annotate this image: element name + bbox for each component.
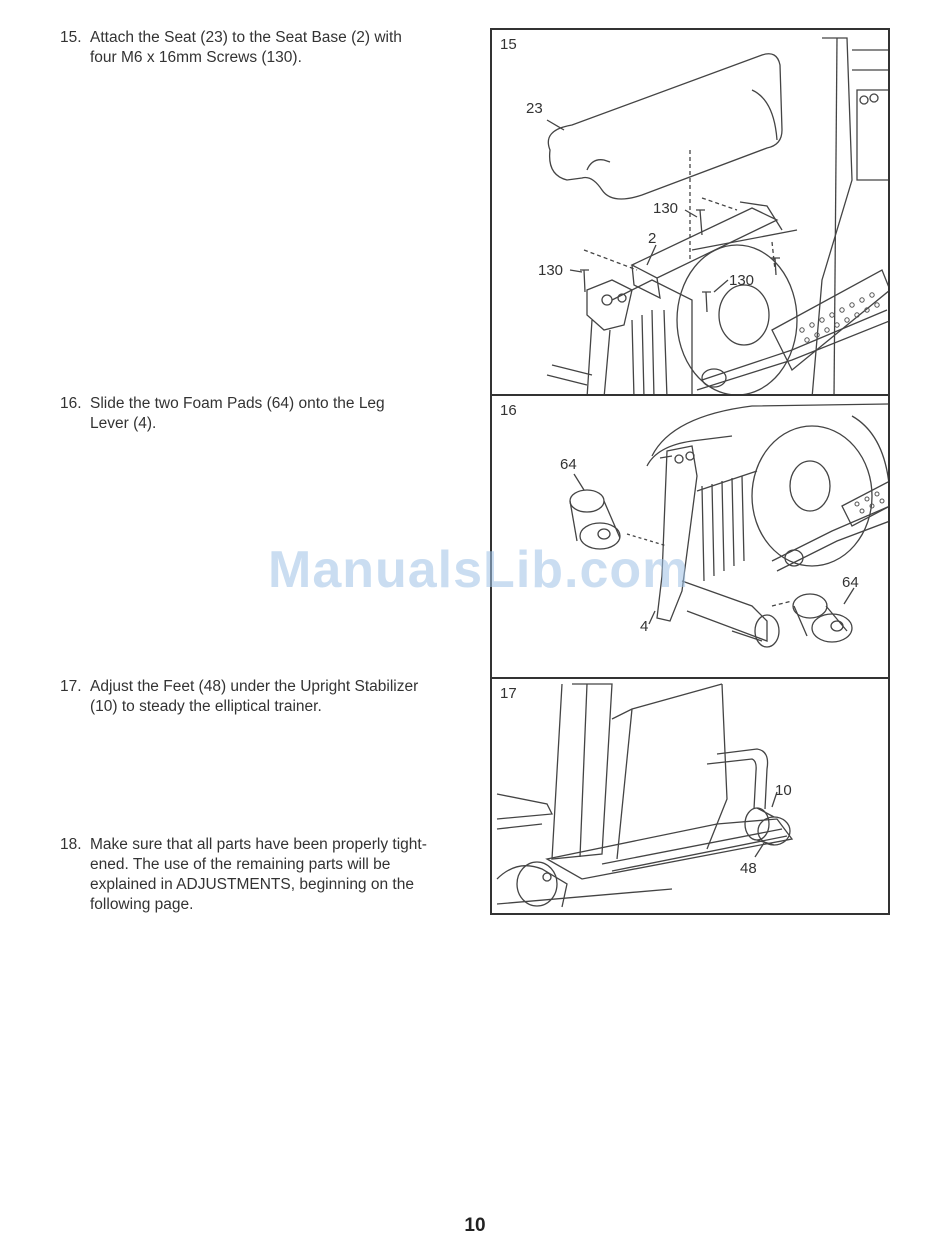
step-number: 18. xyxy=(60,836,82,853)
page-number: 10 xyxy=(464,1215,486,1236)
step-text: Adjust the Feet (48) under the Upright Stabilizer (10) to steady the elliptical trainer. xyxy=(90,678,419,715)
step-16 xyxy=(60,394,460,434)
callout-foam-pad: 64 xyxy=(842,574,859,591)
callout-leg-lever: 4 xyxy=(640,618,649,635)
callout-screw: 130 xyxy=(729,272,755,289)
callout-foam-pad: 64 xyxy=(560,456,577,473)
figure-16 xyxy=(490,394,890,679)
callout-seat: 23 xyxy=(526,100,543,117)
seat-assembly-illustration xyxy=(492,30,890,396)
step-17 xyxy=(60,677,460,717)
callout-screw: 130 xyxy=(538,262,564,279)
figure-17 xyxy=(490,677,890,915)
figure-number: 17 xyxy=(500,685,517,702)
step-number: 16. xyxy=(60,395,82,412)
callout-screw: 130 xyxy=(653,200,679,217)
feet-adjustment-illustration xyxy=(492,679,890,915)
step-text: Attach the Seat (23) to the Seat Base (2) with four M6 x 16mm Screws (130). xyxy=(90,29,402,66)
step-text: Make sure that all parts have been properly tight- ened. The use of the remaining parts will be explained in ADJUSTMENTS, beginning on the following page. xyxy=(90,836,427,913)
step-number: 17. xyxy=(60,678,82,695)
foam-pads-illustration xyxy=(492,396,890,679)
callout-foot: 48 xyxy=(740,860,757,877)
step-number: 15. xyxy=(60,29,82,46)
figure-number: 16 xyxy=(500,402,517,419)
watermark: ManualsLib.com xyxy=(268,541,690,599)
figure-number: 15 xyxy=(500,36,517,53)
callout-stabilizer: 10 xyxy=(775,782,792,799)
step-15 xyxy=(60,28,460,68)
step-18 xyxy=(60,835,460,915)
figure-15 xyxy=(490,28,890,396)
step-text: Slide the two Foam Pads (64) onto the Leg Lever (4). xyxy=(90,395,385,432)
callout-seat-base: 2 xyxy=(648,230,657,247)
